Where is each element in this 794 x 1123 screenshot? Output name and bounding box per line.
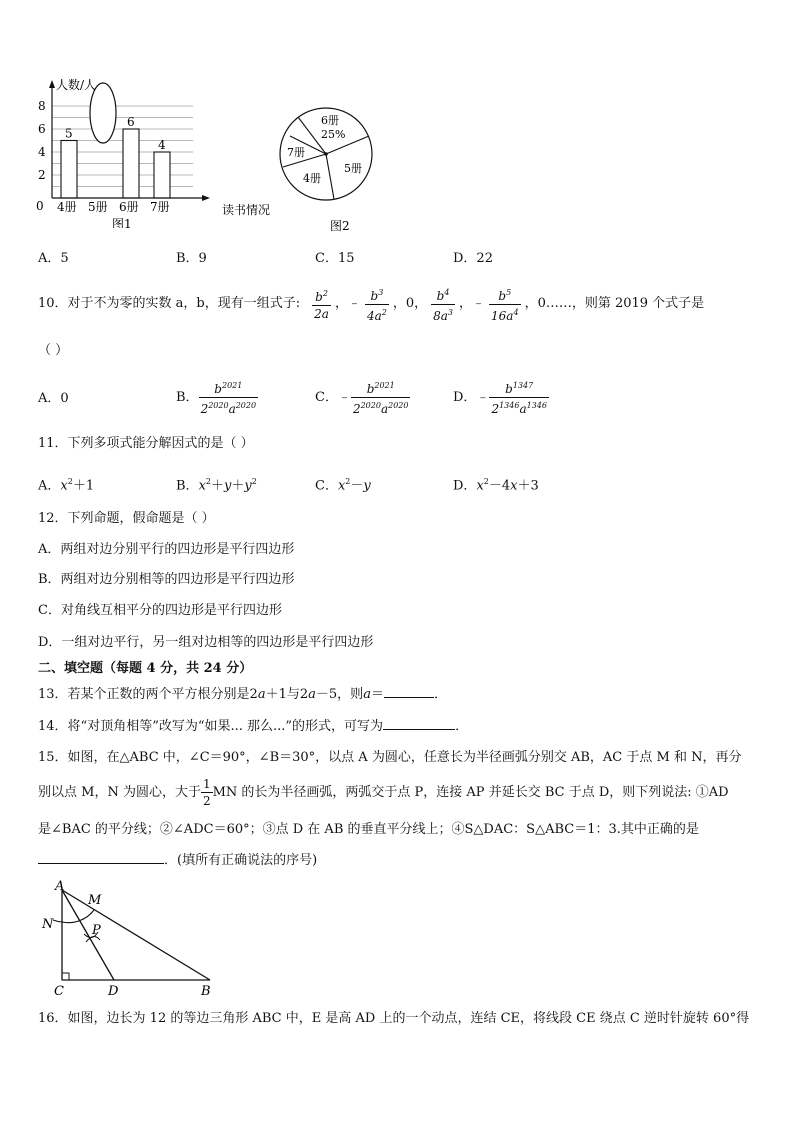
chart-caption: 图1 bbox=[112, 217, 132, 228]
arc-mn bbox=[53, 910, 94, 923]
right-angle-mark bbox=[62, 973, 69, 980]
bar bbox=[154, 152, 170, 198]
pie-caption: 图2 bbox=[330, 219, 350, 233]
q10-option-c-frac: $\frac{b^{2021}}{2^{2020}a^{2020}}$ bbox=[351, 378, 411, 417]
pie-label-percent: 25% bbox=[321, 128, 346, 141]
bar-chart-figure bbox=[28, 78, 288, 228]
q10-lead: 10．对于不为零的实数 a，b，现有一组式子: bbox=[38, 296, 301, 311]
point-label-n: N bbox=[42, 917, 54, 932]
q9-option-c: C．15 bbox=[315, 251, 355, 266]
x-tick-label: 6册 bbox=[119, 200, 139, 214]
q10-option-a: A．0 bbox=[38, 391, 69, 406]
y-tick-label: 6 bbox=[38, 122, 46, 136]
q10-option-b-label: B． bbox=[176, 389, 199, 405]
q9-option-a: A．5 bbox=[38, 251, 69, 266]
q13-tail: ． bbox=[433, 687, 447, 702]
pie-label-6: 6册 bbox=[321, 114, 339, 127]
q10-option-d-label: D．﹣ bbox=[453, 389, 490, 405]
chart-y-label: 人数/人 bbox=[56, 78, 97, 92]
y-tick-label: 2 bbox=[38, 168, 46, 182]
q14-answer-blank bbox=[383, 729, 455, 730]
point-label-d: D bbox=[108, 984, 119, 998]
x-tick-label: 4册 bbox=[57, 200, 77, 214]
q10-paren: （ ） bbox=[38, 343, 69, 358]
chart-x-ticks bbox=[57, 200, 170, 214]
q10-sep-2: ，0， bbox=[392, 296, 428, 311]
q15-line-4-text: ．(填所有正确说法的序号) bbox=[164, 853, 318, 868]
q10-stem bbox=[38, 284, 704, 324]
section-2-heading: 二、填空题（每题 4 分，共 24 分） bbox=[38, 661, 253, 676]
q15-answer-blank bbox=[38, 863, 164, 864]
q14-tail: ． bbox=[455, 719, 469, 734]
q13-pre: 13．若某个正数的两个平方根分别是 bbox=[38, 687, 250, 702]
q12-option-d: D．一组对边平行，另一组对边相等的四边形是平行四边形 bbox=[38, 635, 374, 650]
point-label-c: C bbox=[54, 984, 64, 998]
q10-term-3: $\frac{b^4}{8a^3}$ bbox=[431, 285, 455, 324]
bar bbox=[61, 141, 77, 199]
y-tick-label: 0 bbox=[36, 199, 44, 213]
q10-sep-3: ，﹣ bbox=[459, 296, 486, 311]
pie-chart-figure bbox=[278, 102, 388, 237]
q10-term-1: $\frac{b^2}{2a}$ bbox=[312, 286, 331, 322]
bar bbox=[123, 129, 139, 198]
q9-option-b: B．9 bbox=[176, 251, 207, 266]
q15-line-3: 是∠BAC 的平分线；②∠ADC＝60°；③点 D 在 AB 的垂直平分线上；④S△DAC：S△ABC＝1：3.其中正确的是 bbox=[38, 822, 699, 837]
x-tick-label: 5册 bbox=[88, 200, 108, 214]
q11-option-a: A．$x^2+1$ bbox=[38, 477, 95, 494]
chart-y-ticks bbox=[36, 99, 46, 213]
y-axis-arrow bbox=[49, 80, 55, 88]
q15-half-frac: $\frac{1}{2}$ bbox=[202, 777, 211, 808]
q11-option-c: C．$x^2-y$ bbox=[315, 477, 371, 494]
x-axis-arrow bbox=[202, 195, 210, 201]
pie-center-dot bbox=[324, 152, 328, 156]
q15-line-4 bbox=[38, 853, 317, 869]
q13-stem: 13．若某个正数的两个平方根分别是2a＋1与2a－5，则a＝ ． bbox=[38, 687, 447, 702]
q14-text: 14．将“对顶角相等”改写为“如果... 那么...”的形式，可写为 bbox=[38, 719, 384, 734]
q15-line-2-pre: 别以点 M，N 为圆心，大于 bbox=[38, 784, 201, 800]
q10-term-4: $\frac{b^5}{16a^4}$ bbox=[489, 285, 521, 324]
q10-option-b-frac: $\frac{b^{2021}}{2^{2020}a^{2020}}$ bbox=[199, 378, 259, 417]
q10-term-2: $\frac{b^3}{4a^2}$ bbox=[365, 285, 389, 324]
q15-line-2-post: MN 的长为半径画弧，两弧交于点 P，连接 AP 并延长交 BC 于点 D，则下列说法: ①AD bbox=[212, 784, 729, 800]
q11-option-d: D．$x^2-4x+3$ bbox=[453, 477, 539, 494]
y-tick-label: 8 bbox=[38, 99, 46, 113]
bar-value-label: 5 bbox=[65, 126, 73, 141]
point-label-m: M bbox=[88, 893, 102, 908]
q12-stem: 12．下列命题，假命题是（ ） bbox=[38, 511, 215, 526]
q9-option-d: D．22 bbox=[453, 251, 493, 266]
triangle-figure bbox=[38, 880, 218, 998]
q15-line-1: 15．如图，在△ABC 中，∠C＝90°，∠B＝30°，以点 A 为圆心，任意长为半径画弧分别交 AB，AC 于点 M 和 N，再分 bbox=[38, 750, 742, 765]
q12-option-a: A．两组对边分别平行的四边形是平行四边形 bbox=[38, 542, 295, 557]
q10-sep-1: ，﹣ bbox=[334, 296, 361, 311]
point-label-a: A bbox=[55, 880, 65, 894]
pie-label-7: 7册 bbox=[287, 146, 305, 159]
bar-value-label: 6 bbox=[127, 115, 135, 129]
ink-blot-oval bbox=[90, 83, 116, 143]
x-tick-label: 7册 bbox=[150, 200, 170, 214]
point-label-p: P bbox=[92, 923, 101, 938]
q10-option-b bbox=[176, 378, 258, 417]
q13-answer-blank bbox=[384, 697, 434, 698]
q11-stem: 11．下列多项式能分解因式的是（ ） bbox=[38, 436, 254, 451]
q14-stem bbox=[38, 719, 468, 735]
q11-option-b: B．$x^2+y+y^2$ bbox=[176, 477, 257, 494]
pie-label-5: 5册 bbox=[344, 162, 362, 175]
q12-option-b: B．两组对边分别相等的四边形是平行四边形 bbox=[38, 572, 295, 587]
y-tick-label: 4 bbox=[38, 145, 46, 159]
q10-option-c-label: C．﹣ bbox=[315, 389, 351, 405]
point-label-b: B bbox=[201, 984, 211, 998]
segment-ab bbox=[62, 890, 210, 980]
q16-stem: 16．如图，边长为 12 的等边三角形 ABC 中，E 是高 AD 上的一个动点，连结 CE，将线段 CE 绕点 C 逆时针旋转 60°得 bbox=[38, 1011, 750, 1026]
chart-x-label: 读书情况 bbox=[222, 203, 271, 217]
q10-seq-end: ，0……，则第 2019 个式子是 bbox=[524, 296, 705, 311]
q10-option-c bbox=[315, 378, 410, 417]
q10-option-d-frac: $\frac{b^{1347}}{2^{1346}a^{1346}}$ bbox=[489, 378, 549, 417]
q10-option-d bbox=[453, 378, 549, 417]
q12-option-c: C．对角线互相平分的四边形是平行四边形 bbox=[38, 603, 282, 618]
pie-label-4: 4册 bbox=[303, 172, 321, 185]
bar-value-label: 4 bbox=[158, 138, 166, 152]
q15-line-2 bbox=[38, 776, 729, 809]
